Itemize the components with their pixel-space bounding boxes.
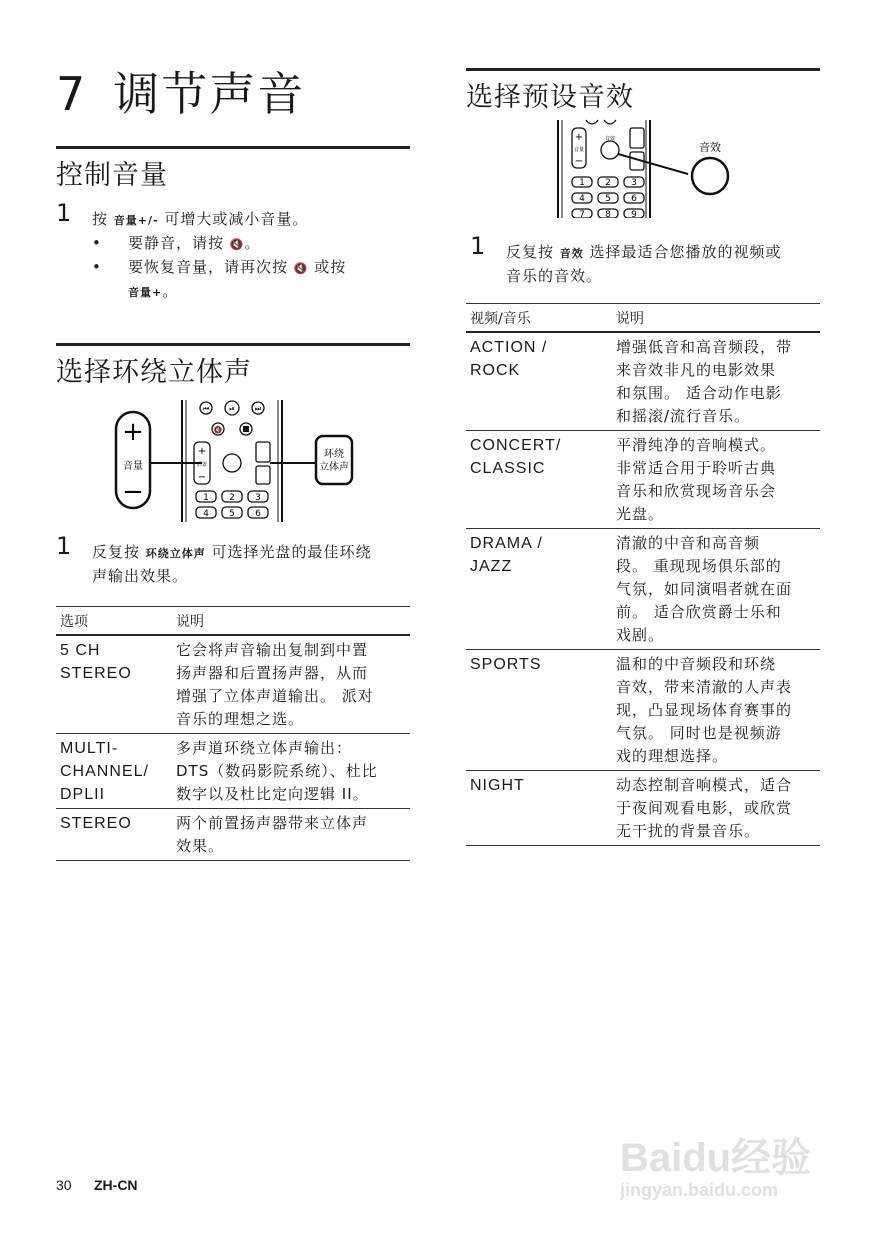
section-rule — [466, 68, 820, 71]
description-cell: 平滑纯净的音响模式。 非常适合用于聆听古典 音乐和欣赏现场音乐会 光盘。 — [612, 431, 820, 529]
description-cell: 增强低音和高音频段，带 来音效非凡的电影效果 和氛围。 适合动作电影 和摇滚/流行音乐。 — [612, 332, 820, 431]
watermark-url: jingyan.baidu.com — [620, 1180, 779, 1200]
surround-key — [256, 442, 270, 462]
step-number: 1 — [56, 199, 73, 227]
sound-effect-table — [466, 303, 820, 846]
table-row — [56, 734, 410, 809]
key-label: 音效 — [559, 247, 584, 260]
table-row — [466, 650, 820, 771]
option-cell: NIGHT — [466, 771, 612, 846]
description-cell: 动态控制音响模式，适合 于夜间观看电影，或欣赏 无干扰的背景音乐。 — [612, 771, 820, 846]
svg-text:音效: 音效 — [604, 136, 616, 142]
svg-text:⏭: ⏭ — [254, 405, 262, 413]
sound-effect-remote-illustration — [556, 118, 736, 218]
svg-text:+: + — [197, 446, 207, 457]
description-cell: 多声道环绕立体声输出： DTS（数码影院系统）、杜比 数字以及杜比定向逻辑 II。 — [172, 734, 410, 809]
description-cell: 清澈的中音和高音频 段。 重现现场俱乐部的 气氛，如同演唱者就在面 前。 适合欣赏爵士乐和 戏剧。 — [612, 529, 820, 650]
description-cell: 它会将声音输出复制到中置 扬声器和后置扬声器，从而 增强了立体声道输出。 派对 音乐的理想之选。 — [172, 635, 410, 734]
chapter-number: 7 — [56, 67, 88, 121]
svg-text:后置: 后置 — [196, 462, 208, 468]
svg-text:立体声: 立体声 — [319, 462, 349, 473]
description-cell: 两个前置扬声器带来立体声 效果。 — [172, 809, 410, 861]
table-header: 说明 — [172, 607, 410, 636]
svg-text:−: − — [574, 156, 584, 167]
svg-text:2: 2 — [229, 493, 235, 503]
svg-text:音量: 音量 — [573, 147, 585, 153]
svg-text:7: 7 — [579, 210, 585, 218]
option-cell: SPORTS — [466, 650, 612, 771]
svg-text:🔇: 🔇 — [213, 426, 223, 434]
svg-text:8: 8 — [605, 210, 611, 218]
surround-button — [316, 436, 352, 484]
watermark-logo: Baidu经验 — [620, 1136, 812, 1180]
chapter-title — [56, 58, 305, 124]
svg-text:4: 4 — [203, 509, 209, 519]
plus-icon: + — [122, 417, 144, 447]
option-cell: DRAMA / JAZZ — [466, 529, 612, 650]
table-header: 说明 — [612, 304, 820, 333]
sound-effect-button-label: 音效 — [699, 141, 721, 154]
table-row — [56, 809, 410, 861]
svg-text:6: 6 — [255, 509, 261, 519]
table-row — [466, 529, 820, 650]
sound-button — [601, 141, 619, 159]
svg-text:2: 2 — [605, 178, 611, 188]
table-row — [56, 635, 410, 734]
table-row — [466, 771, 820, 846]
svg-text:4: 4 — [579, 194, 585, 204]
sound-effect-heading: 选择预设音效 — [466, 82, 634, 113]
key-label: 音量+/- — [113, 214, 159, 227]
step-number: 1 — [56, 532, 73, 560]
mute-icon: 🔇 — [293, 262, 309, 275]
svg-text:9: 9 — [631, 210, 637, 218]
svg-text:5: 5 — [605, 194, 611, 204]
table-header: 视频/音乐 — [466, 304, 612, 333]
sync-key — [256, 466, 270, 484]
svg-text:5: 5 — [229, 509, 235, 519]
description-cell: 温和的中音频段和环绕 音效，带来清澈的人声表 现，凸显现场体育赛事的 气氛。 同时也是视频游 戏的理想选择。 — [612, 650, 820, 771]
surround-heading: 选择环绕立体声 — [56, 357, 252, 388]
minus-icon: − — [122, 477, 144, 507]
key-label: 环绕立体声 — [145, 547, 206, 560]
surround-table — [56, 606, 410, 861]
svg-text:1: 1 — [203, 493, 209, 503]
svg-text:⏯: ⏯ — [229, 405, 235, 413]
mute-icon: 🔇 — [229, 238, 245, 251]
svg-text:6: 6 — [631, 194, 637, 204]
sound-button — [223, 454, 241, 472]
svg-text:3: 3 — [631, 178, 637, 188]
option-cell: CONCERT/ CLASSIC — [466, 431, 612, 529]
svg-text:3: 3 — [255, 493, 261, 503]
chapter-title-text: 调节声音 — [113, 67, 306, 121]
svg-text:+: + — [574, 132, 584, 143]
section-rule — [56, 146, 410, 149]
svg-text:1: 1 — [579, 178, 585, 188]
page-number: 30 — [56, 1177, 72, 1193]
section-rule — [56, 343, 410, 346]
svg-text:环绕: 环绕 — [324, 449, 344, 460]
sound-effect-button — [692, 158, 728, 194]
surround-remote-illustration — [110, 396, 360, 524]
option-cell: ACTION / ROCK — [466, 332, 612, 431]
remote-edge — [182, 400, 282, 522]
option-cell: STEREO — [56, 809, 172, 861]
step-number: 1 — [470, 232, 487, 260]
option-cell: MULTI- CHANNEL/ DPLII — [56, 734, 172, 809]
svg-text:⏮: ⏮ — [202, 405, 210, 413]
option-cell: 5 CH STEREO — [56, 635, 172, 734]
callout-line — [618, 154, 688, 174]
table-header: 选项 — [56, 607, 172, 636]
table-row — [466, 332, 820, 431]
volume-heading: 控制音量 — [56, 160, 168, 191]
svg-text:−: − — [197, 472, 207, 483]
table-row — [466, 431, 820, 529]
vol-label: 音量 — [123, 461, 143, 472]
language-code: ZH-CN — [94, 1177, 138, 1193]
